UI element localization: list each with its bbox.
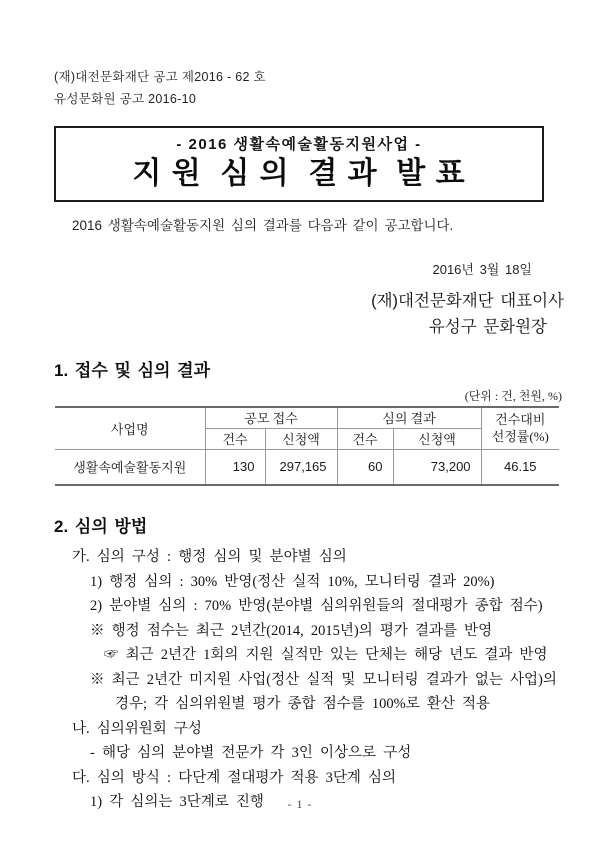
section-2-body xyxy=(54,545,564,815)
body-line: 1) 각 심의는 3단계로 진행 xyxy=(90,794,264,810)
body-line: ※ 행정 점수는 최근 2년간(2014, 2015년)의 평가 결과를 반영 xyxy=(90,622,493,639)
cell-project-name: 생활속예술활동지원 xyxy=(55,449,205,485)
body-line: ☞ 최근 2년간 1회의 지원 실적만 있는 단체는 해당 년도 결과 반영 xyxy=(104,647,548,663)
table-header-applied: 공모 접수 xyxy=(205,407,337,428)
body-line: ※ 최근 2년간 미지원 사업(정산 실적 및 모니터링 결과가 없는 사업)의 xyxy=(90,671,557,688)
body-line: - 해당 심의 분야별 전문가 각 3인 이상으로 구성 xyxy=(90,745,412,761)
body-line: 가. 심의 구성 : 행정 심의 및 분야별 심의 xyxy=(72,549,347,565)
signature-block xyxy=(54,288,564,340)
cell-result-count: 60 xyxy=(337,449,393,485)
signature-line-1: (재)대전문화재단 대표이사 xyxy=(371,292,564,310)
announcement-text: 2016 생활속예술활동지원 심의 결과를 다음과 같이 공고합니다. xyxy=(72,218,454,233)
body-line: 1) 행정 심의 : 30% 반영(정산 실적 10%, 모니터링 결과 20%) xyxy=(90,573,495,590)
section-2-heading: 2. 심의 방법 xyxy=(54,517,148,536)
body-line: 다. 심의 방식 : 다단계 절대평가 적용 3단계 심의 xyxy=(72,769,397,786)
table-subheader-result-count: 건수 xyxy=(337,428,393,449)
table-header-rate-line-2: 선정률(%) xyxy=(491,429,549,445)
notice-line-1: (재)대전문화재단 공고 제2016 - 62 호 xyxy=(54,70,266,84)
notice-line-2: 유성문화원 공고 2016-10 xyxy=(54,92,197,106)
section-1-heading: 1. 접수 및 심의 결과 xyxy=(54,361,211,380)
announcement-date: 2016년 3월 18일 xyxy=(432,262,532,277)
signature-line-2: 유성구 문화원장 xyxy=(428,318,547,336)
table-header-project: 사업명 xyxy=(55,407,205,449)
cell-result-amount: 73,200 xyxy=(393,449,481,485)
page-title: 지 원 심 의 결 과 발 표 xyxy=(132,157,466,190)
table-header-rate xyxy=(481,407,559,449)
table-row xyxy=(55,449,559,485)
result-table xyxy=(55,406,559,486)
table-header-result: 심의 결과 xyxy=(337,407,481,428)
cell-selection-rate: 46.15 xyxy=(481,449,559,485)
title-subtitle: - 2016 생활속예술활동지원사업 - xyxy=(176,136,422,153)
body-line: 경우; 각 심의위원별 평가 종합 점수를 100%로 환산 적용 xyxy=(115,696,490,712)
body-line: 2) 분야별 심의 : 70% 반영(분야별 심의위원들의 절대평가 종합 점수) xyxy=(90,598,543,614)
unit-note: (단위 : 건, 천원, %) xyxy=(464,389,562,403)
table-subheader-result-amount: 신청액 xyxy=(393,428,481,449)
cell-applied-amount: 297,165 xyxy=(265,449,337,485)
table-subheader-applied-amount: 신청액 xyxy=(265,428,337,449)
title-box xyxy=(54,126,544,202)
body-line: 나. 심의위원회 구성 xyxy=(72,720,202,737)
cell-applied-count: 130 xyxy=(205,449,265,485)
table-header-rate-line-1: 건수대비 xyxy=(495,412,546,428)
page-number: - 1 - xyxy=(287,797,313,811)
table-header-row-1 xyxy=(55,407,559,428)
table-subheader-applied-count: 건수 xyxy=(205,428,265,449)
